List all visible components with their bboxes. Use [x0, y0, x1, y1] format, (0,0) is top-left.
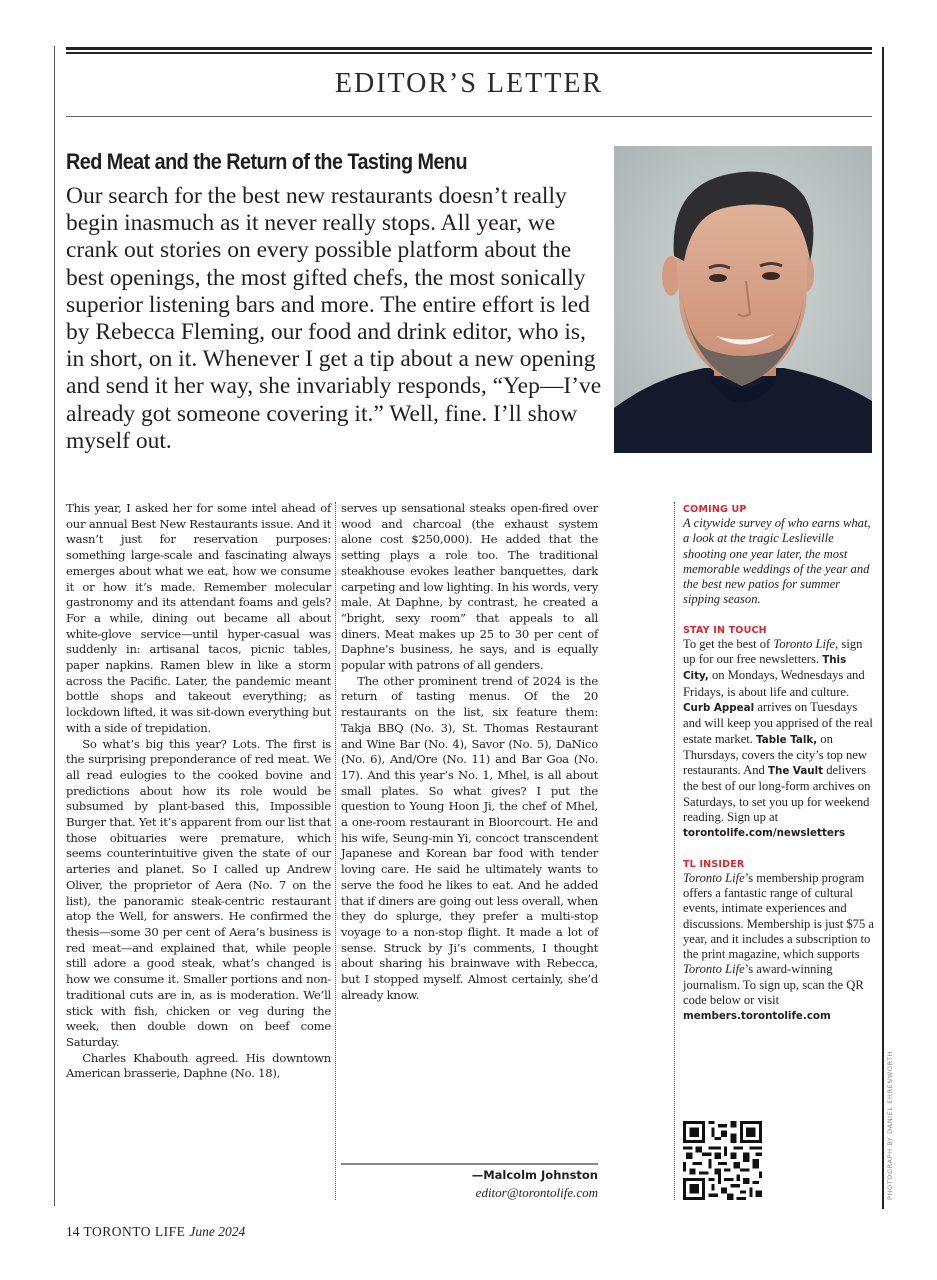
text-span: ’s award-winning journalism. To sign up, scan the QR code below or visit [683, 962, 864, 1008]
tl-insider-text [683, 871, 875, 1025]
page-folio [66, 1224, 245, 1240]
text-span: , sign up for our free newsletters. [683, 636, 863, 667]
text-span: arrives on Tuesdays and will keep you apprised of the real estate market. [683, 699, 873, 746]
sidebar-divider-dotted [674, 502, 675, 1200]
section-title: EDITOR’S LETTER [334, 68, 604, 99]
editor-email-link[interactable]: editor@torontolife.com [475, 1185, 598, 1200]
page-right-border [882, 47, 884, 1209]
qr-code-icon [683, 1121, 762, 1200]
sidebar-heading-stay-in-touch: STAY IN TOUCH [683, 624, 767, 636]
body-paragraph: serves up sensational steaks open-fired over wood and charcoal (the exhaust system alone cost $250,000). He added that the setting plays a role too. The traditional steakhouse evokes leather banquettes, dark carpeting and low lighting. In his words, very male. At Daphne, by contrast, he created a “bright, sexy room” that appeals to all diners. Meat makes up 25 to 30 per cent of Daphne’s business, he says, and is equally popular with patrons of all genders. [341, 501, 598, 673]
portrait-illustration [614, 146, 872, 453]
sidebar-heading-tl-insider: TL INSIDER [683, 858, 745, 870]
newsletter-table-talk: Table Talk, [756, 733, 818, 746]
column-divider-dotted [335, 502, 336, 1200]
sidebar-heading-coming-up: COMING UP [683, 504, 747, 515]
newsletters-link[interactable]: torontolife.com/newsletters [683, 827, 846, 840]
folio-issue-date: June 2024 [189, 1224, 246, 1239]
folio-magazine-name: TORONTO LIFE [83, 1224, 186, 1239]
page-number: 14 [66, 1224, 80, 1239]
text-span: on Mondays, Wednesdays and Fridays, is about life and culture. [683, 668, 865, 699]
photo-credit: PHOTOGRAPH BY DANIEL EHRENWORTH [886, 1050, 894, 1200]
signature-divider [341, 1163, 598, 1165]
signature-name: —Malcolm Johnston [471, 1168, 598, 1182]
magazine-name: Toronto Life [683, 870, 745, 885]
coming-up-text: A citywide survey of who earns what, a look at the tragic Leslieville shooting one year later, the most memorable weddings of the year and the best new patios for summer sipping season. [683, 516, 871, 607]
stay-in-touch-text [683, 637, 875, 842]
body-paragraph: Charles Khabouth agreed. His downtown American brasserie, Daphne (No. 18), [66, 1050, 331, 1081]
text-span: To get the best of [683, 636, 774, 651]
body-paragraph: So what’s big this year? Lots. The first is the surprising preponderance of red meat. We all read eulogies to the cooked bovine and predictions about how its role would be subsumed by plant-based this, Impossible Burger that. Yet it’s apparent from our list that those obituaries were premature, which seems counterintuitive given the state of our arteries and planet. So I called up Andrew Oliver, the proprietor of Aera (No. 7 on the list), the panoramic steak-centric restaurant atop the Well, for answers. He confirmed the thesis—some 30 per cent of Aera’s business is red meat—and explained that, while people still adore a good steak, what’s changed is how we consume it. Smaller portions and non-traditional cuts are in, as is moderation. We’ll stick with fish, chicken or veg during the week, then double down on beef come Saturday. [66, 736, 331, 1049]
article-deck: Our search for the best new restaurants doesn’t really begin inasmuch as it never really stops. All year, we crank out stories on every possible platform about the best openings, the most gifted chefs, the most sonically superior listening bars and more. The entire effort is led by Rebecca Fleming, our food and drink editor, who is, in short, on it. Whenever I get a tip about a new opening and send it her way, she invariably responds, “Yep—I’ve already got someone covering it.” Well, fine. I’ll show myself out. [66, 183, 602, 454]
title-divider [66, 116, 872, 117]
body-paragraph: The other prominent trend of 2024 is the return of tasting menus. Of the 20 restaurants on the list, six feature them: Takja BBQ (No. 3), St. Thomas Restaurant and Wine Bar (No. 4), Savor (No. 5), DaNico (No. 6), And/Ore (No. 11) and Bar Goa (No. 17). And this year’s No. 1, Mhel, is all about small plates. So what gives? I put the question to Young Hoon Ji, the chef of Mhel, a one-room restaurant in Bloorcourt. He and his wife, Seung-min Yi, concoct transcendent Japanese and Korean bar food with tender loving care. He said he ultimately wants to serve the food he likes to eat. And he added that if diners are going out less overall, when they do splurge, they prefer a multi-stop voyage to a non-stop flight. It made a lot of sense. Struck by Ji’s comments, I thought about sharing his brainwave with Rebecca, but I stopped myself. Almost certainly, she’d already know. [341, 673, 598, 1002]
qr-code[interactable] [683, 1121, 762, 1200]
members-link[interactable]: members.torontolife.com [683, 1010, 831, 1023]
sidebar [683, 503, 875, 1041]
magazine-name: Toronto Life [773, 636, 836, 651]
top-double-rule-inner [66, 52, 872, 54]
article-headline: Red Meat and the Return of the Tasting Menu [66, 149, 468, 174]
text-span: ’s membership program offers a fantastic range of cultural events, intimate experiences and discussions. Membership is just $75 a year, and it includes a subscription to the print magazine, which supports [683, 870, 875, 962]
editor-portrait-photo [614, 146, 872, 453]
page-left-border [54, 46, 55, 1206]
text-span: on Thursdays, covers the city’s top new restaurants. And [683, 731, 867, 778]
article-body-column-2 [341, 501, 598, 1004]
newsletter-this-city: This City, [683, 654, 847, 683]
article-body-column-1 [66, 501, 331, 1082]
magazine-name: Toronto Life [683, 962, 745, 977]
text-span: delivers the best of our long-form archives on Saturdays, to set you up for weekend reading. Sign up at [683, 763, 871, 825]
top-double-rule [66, 47, 872, 50]
newsletter-the-vault: The Vault [768, 765, 824, 778]
newsletter-curb-appeal: Curb Appeal [683, 701, 755, 714]
body-paragraph: This year, I asked her for some intel ahead of our annual Best New Restaurants issue. And it wasn’t just for reservation purposes: something large-scale and fascinating always emerges about what we eat, how we consume it or how it’s made. Remember molecular gastronomy and its attendant foams and gels? For a while, dining out became all about white-glove service—until hyper-casual was suddenly in: artisanal tacos, picnic tables, paper napkins. Ramen blew in like a storm across the Pacific. Later, the pandemic meant bottle shops and takeout everything; as lockdown lifted, it was sit-down everything but with a side of trepidation. [66, 501, 331, 735]
